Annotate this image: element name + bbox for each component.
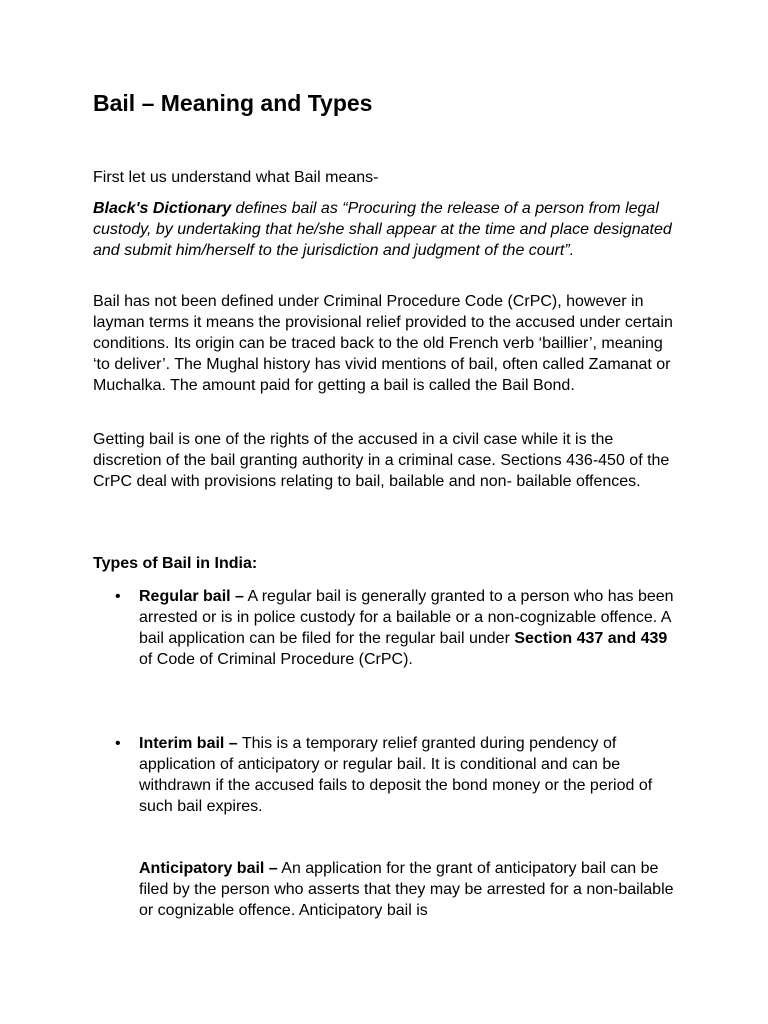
bail-type-text: A regular bail is generally granted to a person who has been arrested or is in police custody for a bailable or a non-cognizable offence. A bail application can be filed for the regular bail under	[139, 588, 674, 647]
page-title: Bail – Meaning and Types	[93, 90, 373, 116]
definition-text: defines bail as “Procuring the release of a person from legal custody, by undertaking that he/she shall appear at the time and place designated and submit him/herself to the jurisdiction and judgment of the court”.	[93, 200, 672, 259]
bail-type-text: This is a temporary relief granted during pendency of application of anticipatory or regular bail. It is conditional and can be withdrawn if the accused fails to deposit the bond money or the period of such bail expires.	[139, 735, 653, 815]
bail-type-name: Interim bail –	[139, 735, 238, 752]
bail-origin-paragraph: Bail has not been defined under Criminal Procedure Code (CrPC), however in layman terms it means the provisional relief provided to the accused under certain conditions. Its origin can be traced back to the old French verb ‘baillier’, meaning ‘to deliver’. The Mughal history has vivid mentions of bail, often called Zamanat or Muchalka. The amount paid for getting a bail is called the Bail Bond.	[93, 293, 673, 394]
intro-paragraph: First let us understand what Bail means-	[93, 169, 379, 186]
definition-source: Black's Dictionary	[93, 200, 232, 217]
list-item-anticipatory-bail	[139, 858, 679, 921]
list-item-regular-bail	[115, 586, 679, 670]
bail-type-name: Anticipatory bail –	[139, 860, 278, 877]
section-reference: Section 437 and 439	[514, 630, 668, 647]
types-heading: Types of Bail in India:	[93, 555, 258, 572]
bullet-icon: •	[115, 588, 121, 605]
bullet-icon: •	[115, 735, 121, 752]
bail-rights-paragraph: Getting bail is one of the rights of the accused in a civil case while it is the discretion of the bail granting authority in a criminal case. Sections 436-450 of the CrPC deal with provisions relating to bail, bailable and non- bailable offences.	[93, 431, 670, 490]
bail-type-text-end: of Code of Criminal Procedure (CrPC).	[139, 651, 413, 668]
definition-paragraph	[93, 198, 683, 261]
list-item-interim-bail	[115, 733, 679, 817]
bail-type-name: Regular bail –	[139, 588, 244, 605]
bail-type-text: An application for the grant of anticipatory bail can be filed by the person who asserts that they may be arrested for a non-bailable or cognizable offence. Anticipatory bail is	[139, 860, 674, 919]
